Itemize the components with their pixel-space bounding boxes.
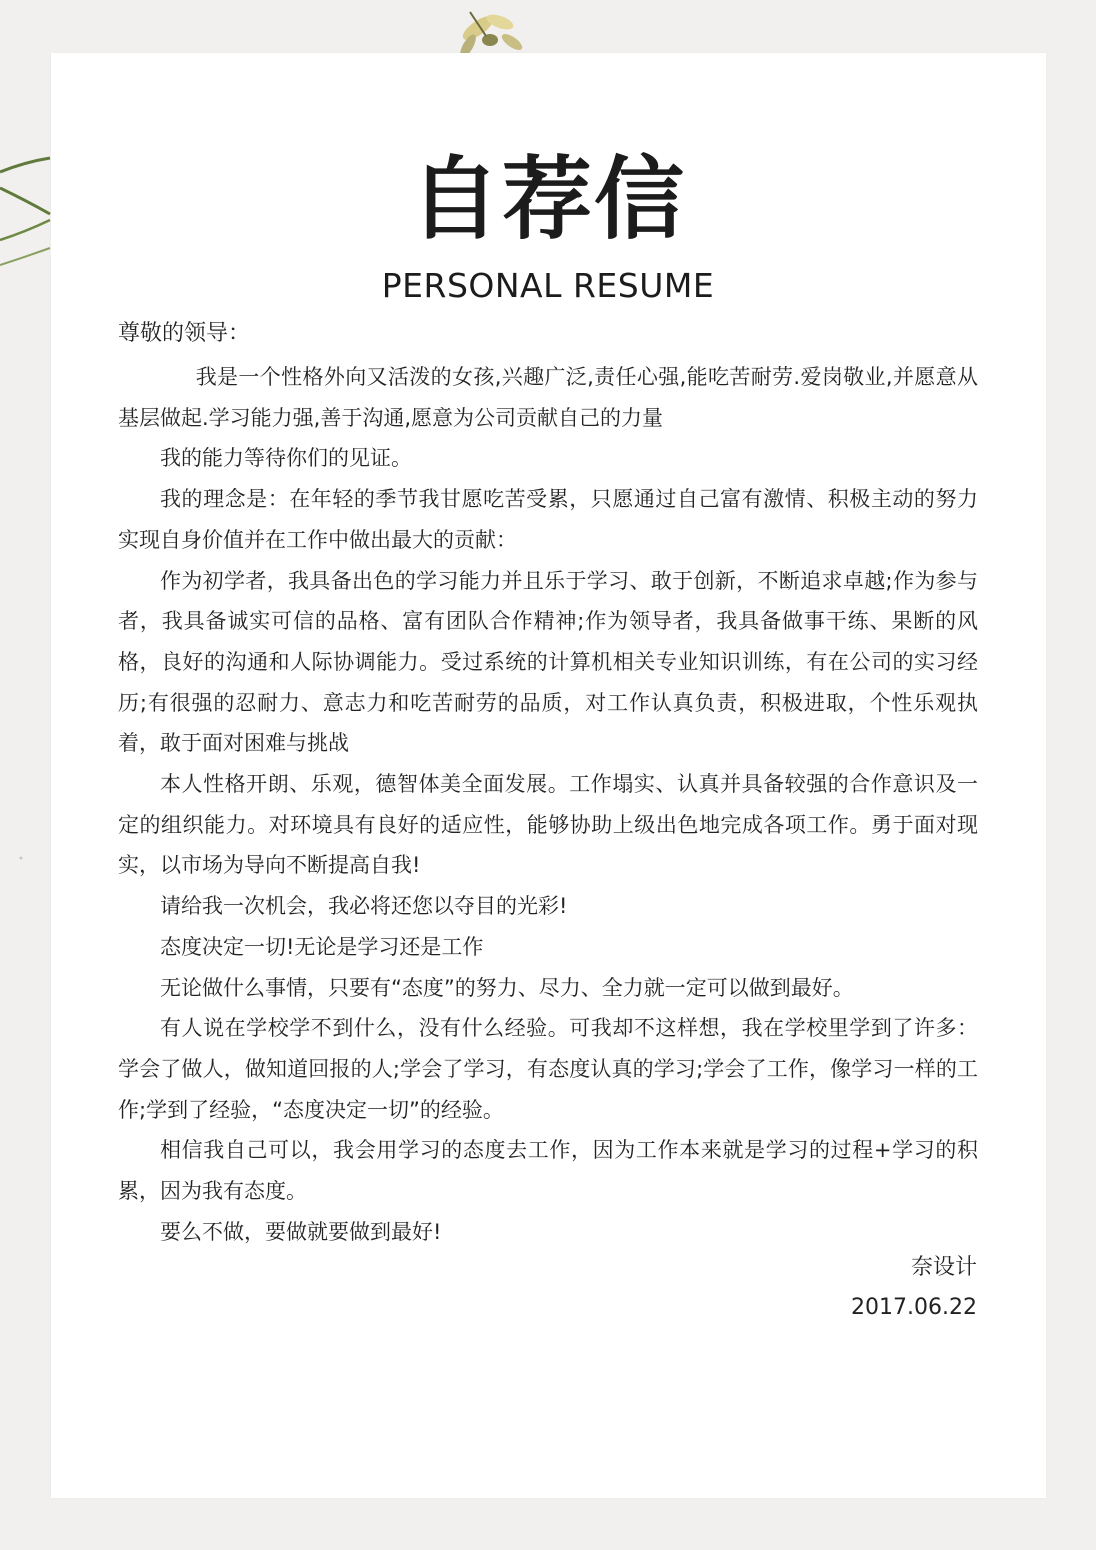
- letter-title: 自荐信: [410, 147, 686, 252]
- paragraph: 我的能力等待你们的见证。: [160, 446, 412, 471]
- paragraph: 本人性格开朗、乐观，德智体美全面发展。工作塌实、认真并具备较强的合作意识及一定的组织能力。对环境具有良好的适应性，能够协助上级出色地完成各项工作。勇于面对现实，以市场为导向不断提高自我!: [118, 772, 978, 878]
- letter-body: [118, 357, 978, 1252]
- paragraph: 无论做什么事情，只要有“态度”的努力、尽力、全力就一定可以做到最好。: [160, 975, 854, 1000]
- paragraph: 请给我一次机会，我必将还您以夺目的光彩!: [160, 894, 568, 919]
- signature-block: [851, 1248, 977, 1328]
- letter-subtitle: PERSONAL RESUME: [381, 266, 715, 305]
- paragraph: 态度决定一切!无论是学习还是工作: [160, 934, 484, 959]
- paragraph: 相信我自己可以，我会用学习的态度去工作，因为工作本来就是学习的过程+学习的积累，因为我有态度。: [118, 1138, 978, 1204]
- paragraph: 作为初学者，我具备出色的学习能力并且乐于学习、敢于创新，不断追求卓越;作为参与者，我具备诚实可信的品格、富有团队合作精神;作为领导者，我具备做事干练、果断的风格，良好的沟通和人际协调能力。受过系统的计算机相关专业知识训练，有在公司的实习经历;有很强的忍耐力、意志力和吃苦耐劳的品质，对工作认真负责，积极进取，个性乐观执着，敢于面对困难与挑战: [118, 568, 978, 756]
- paragraph: 我的理念是：在年轻的季节我甘愿吃苦受累，只愿通过自己富有激情、积极主动的努力实现自身价值并在工作中做出最大的贡献：: [118, 487, 978, 552]
- signature-name: 奈设计: [910, 1255, 977, 1280]
- salutation: 尊敬的领导：: [118, 321, 251, 346]
- paragraph: 要么不做，要做就要做到最好!: [160, 1219, 442, 1244]
- paragraph: 我是一个性格外向又活泼的女孩,兴趣广泛,责任心强,能吃苦耐劳.爱岗敬业,并愿意从基层做起.学习能力强,善于沟通,愿意为公司贡献自己的力量: [118, 365, 978, 430]
- signature-date: 2017.06.22: [851, 1295, 977, 1320]
- paragraph: 有人说在学校学不到什么，没有什么经验。可我却不这样想，我在学校里学到了许多：学会了做人，做知道回报的人;学会了学习，有态度认真的学习;学会了工作，像学习一样的工作;学到了经验，“态度决定一切”的经验。: [118, 1016, 978, 1122]
